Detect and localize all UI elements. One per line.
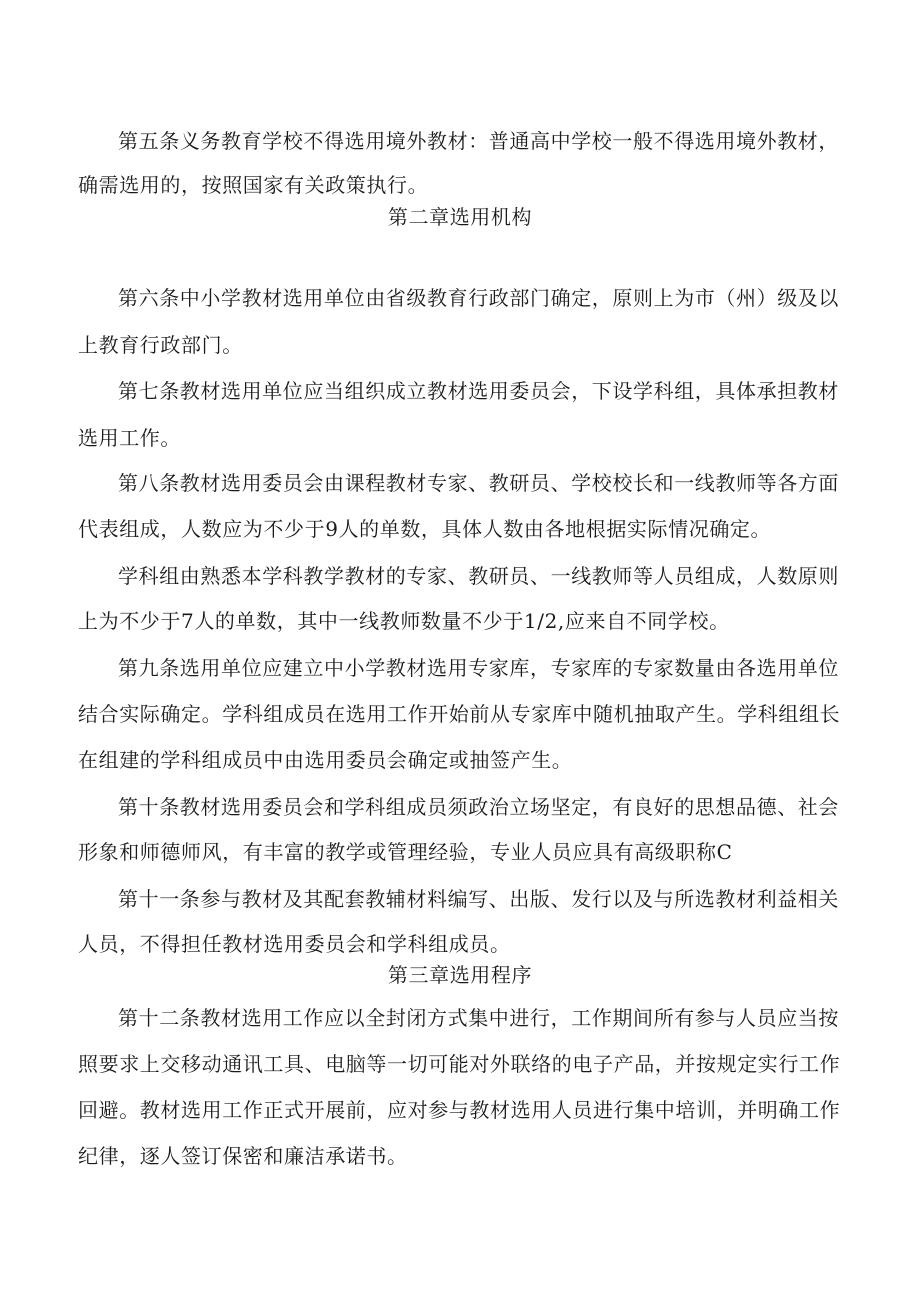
article-12-line-1: 第十二条教材选用工作应以全封闭方式集中进行，工作期间所有参与人员应当按 [118,1006,839,1030]
article-7-line-1: 第七条教材选用单位应当组织成立教材选用委员会，下设学科组，具体承担教材 [118,379,839,403]
article-8-line-2: 代表组成，人数应为不少于9人的单数，具体人数由各地根据实际情况确定。 [78,517,772,541]
article-6-line-1: 第六条中小学教材选用单位由省级教育行政部门确定，原则上为市（州）级及以 [118,286,839,310]
article-12-line-2: 照要求上交移动通讯工具、电脑等一切可能对外联络的电子产品，并按规定实行工作 [78,1052,841,1076]
article-10-line-2: 形象和师德师风，有丰富的教学或管理经验，专业人员应具有高级职称C [78,840,733,864]
article-5-line-1: 第五条义务教育学校不得选用境外教材：普通高中学校一般不得选用境外教材， [118,129,839,153]
article-11-line-1: 第十一条参与教材及其配套教辅材料编写、出版、发行以及与所选教材利益相关 [118,887,839,911]
article-9-line-2: 结合实际确定。学科组成员在选用工作开始前从专家库中随机抽取产生。学科组组长 [78,702,841,726]
subject-group-line-1: 学科组由熟悉本学科教学教材的专家、教研员、一线教师等人员组成，人数原则 [118,564,839,588]
article-12-line-4: 纪律，逐人签订保密和廉洁承诺书。 [78,1144,408,1168]
article-12-line-3: 回避。教材选用工作正式开展前，应对参与教材选用人员进行集中培训，并明确工作 [78,1098,841,1122]
chapter-3-heading: 第三章选用程序 [387,963,533,987]
article-9-line-3: 在组建的学科组成员中由选用委员会确定或抽签产生。 [78,748,573,772]
subject-group-line-2: 上为不少于7人的单数，其中一线教师数量不少于1/2,应来自不同学校。 [78,609,730,633]
article-7-line-2: 选用工作。 [78,426,181,450]
article-11-line-2: 人员，不得担任教材选用委员会和学科组成员。 [78,932,511,956]
article-5-line-2: 确需选用的，按照国家有关政策执行。 [78,173,429,197]
article-6-line-2: 上教育行政部门。 [78,333,243,357]
article-8-line-1: 第八条教材选用委员会由课程教材专家、教研员、学校校长和一线教师等各方面 [118,471,839,495]
article-9-line-1: 第九条选用单位应建立中小学教材选用专家库，专家库的专家数量由各选用单位 [118,656,839,680]
chapter-2-heading: 第二章选用机构 [387,205,533,229]
article-10-line-1: 第十条教材选用委员会和学科组成员须政治立场坚定，有良好的思想品德、社会 [118,795,839,819]
